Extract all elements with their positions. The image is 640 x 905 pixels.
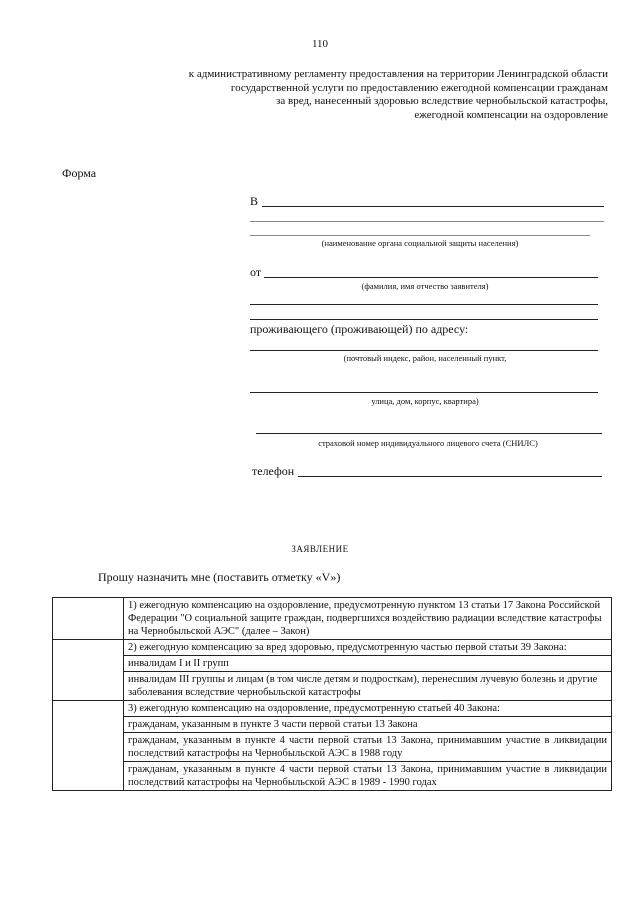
from-field-line-3[interactable] <box>250 319 598 320</box>
to-field-line-3[interactable] <box>250 235 590 236</box>
option-text: гражданам, указанным в пункте 4 части первой статьи 13 Закона, принимавшим участие в ликвидации последствий катастрофы на Чернобыльской АЭС в 1988 году <box>124 733 612 762</box>
snils-caption: страховой номер индивидуального лицевого счета (СНИЛС) <box>318 438 538 448</box>
from-prefix: от <box>250 265 262 279</box>
header-line: к административному регламенту предоставления на территории Ленинградской области <box>188 68 608 80</box>
table-row <box>53 762 612 791</box>
form-label: Форма <box>62 166 97 180</box>
table-row <box>53 733 612 762</box>
option-text: 3) ежегодную компенсацию на оздоровление, предусмотренную статьей 40 Закона: <box>124 701 612 717</box>
page-number: 110 <box>311 38 329 50</box>
header-line: за вред, нанесенный здоровью вследствие чернобыльской катастрофы, <box>276 95 608 107</box>
postal-field-line[interactable] <box>250 350 598 351</box>
option-text: инвалидам III группы и лицам (в том числе детям и подросткам), перенесшим лучевую болезнь и другие заболевания вследствие чернобыльской катастрофы <box>124 672 612 701</box>
from-field-line-2[interactable] <box>250 304 598 305</box>
street-field-line[interactable] <box>250 392 598 393</box>
request-text: Прошу назначить мне (поставить отметку «V») <box>98 570 341 584</box>
option-checkbox-3[interactable] <box>53 701 124 791</box>
snils-field-line[interactable] <box>256 433 602 434</box>
from-field-line[interactable] <box>264 277 598 278</box>
residence-label: проживающего (проживающей) по адресу: <box>250 322 469 336</box>
table-row <box>53 598 612 640</box>
option-text: гражданам, указанным в пункте 3 части первой статьи 13 Закона <box>124 717 612 733</box>
to-field-line-2[interactable] <box>250 221 604 222</box>
table-row <box>53 656 612 672</box>
option-text: гражданам, указанным в пункте 4 части первой статьи 13 Закона, принимавшим участие в ликвидации последствий катастрофы на Чернобыльской АЭС в 1989 - 1990 годах <box>124 762 612 791</box>
table-row <box>53 701 612 717</box>
postal-caption: (почтовый индекс, район, населенный пункт, <box>343 353 507 363</box>
table-row <box>53 640 612 656</box>
to-prefix: В <box>250 194 259 208</box>
to-field-line-1[interactable] <box>262 206 604 207</box>
phone-field-line[interactable] <box>298 476 602 477</box>
from-caption: (фамилия, имя отчество заявителя) <box>361 281 489 291</box>
option-checkbox-1[interactable] <box>53 598 124 640</box>
statement-title: ЗАЯВЛЕНИЕ <box>291 544 349 554</box>
option-text: 1) ежегодную компенсацию на оздоровление, предусмотренную пунктом 13 статьи 17 Закона Российской Федерации "О социальной защите граждан, подвергшихся воздействию радиации вследствие катастрофы на Чернобыльской АЭС" (далее – Закон) <box>124 598 612 640</box>
option-checkbox-2[interactable] <box>53 640 124 701</box>
options-table <box>52 597 612 791</box>
header-line: государственной услуги по предоставлению ежегодной компенсации гражданам <box>230 81 608 94</box>
phone-label: телефон <box>252 464 295 478</box>
option-text: инвалидам I и II групп <box>124 656 612 672</box>
header-line: ежегодной компенсации на оздоровление <box>414 108 608 121</box>
table-row <box>53 717 612 733</box>
to-caption: (наименование органа социальной защиты населения) <box>321 238 519 248</box>
street-caption: улица, дом, корпус, квартира) <box>371 396 479 406</box>
table-row <box>53 672 612 701</box>
regulation-reference <box>128 68 608 122</box>
option-text: 2) ежегодную компенсацию за вред здоровью, предусмотренную частью первой статьи 39 Закона: <box>124 640 612 656</box>
